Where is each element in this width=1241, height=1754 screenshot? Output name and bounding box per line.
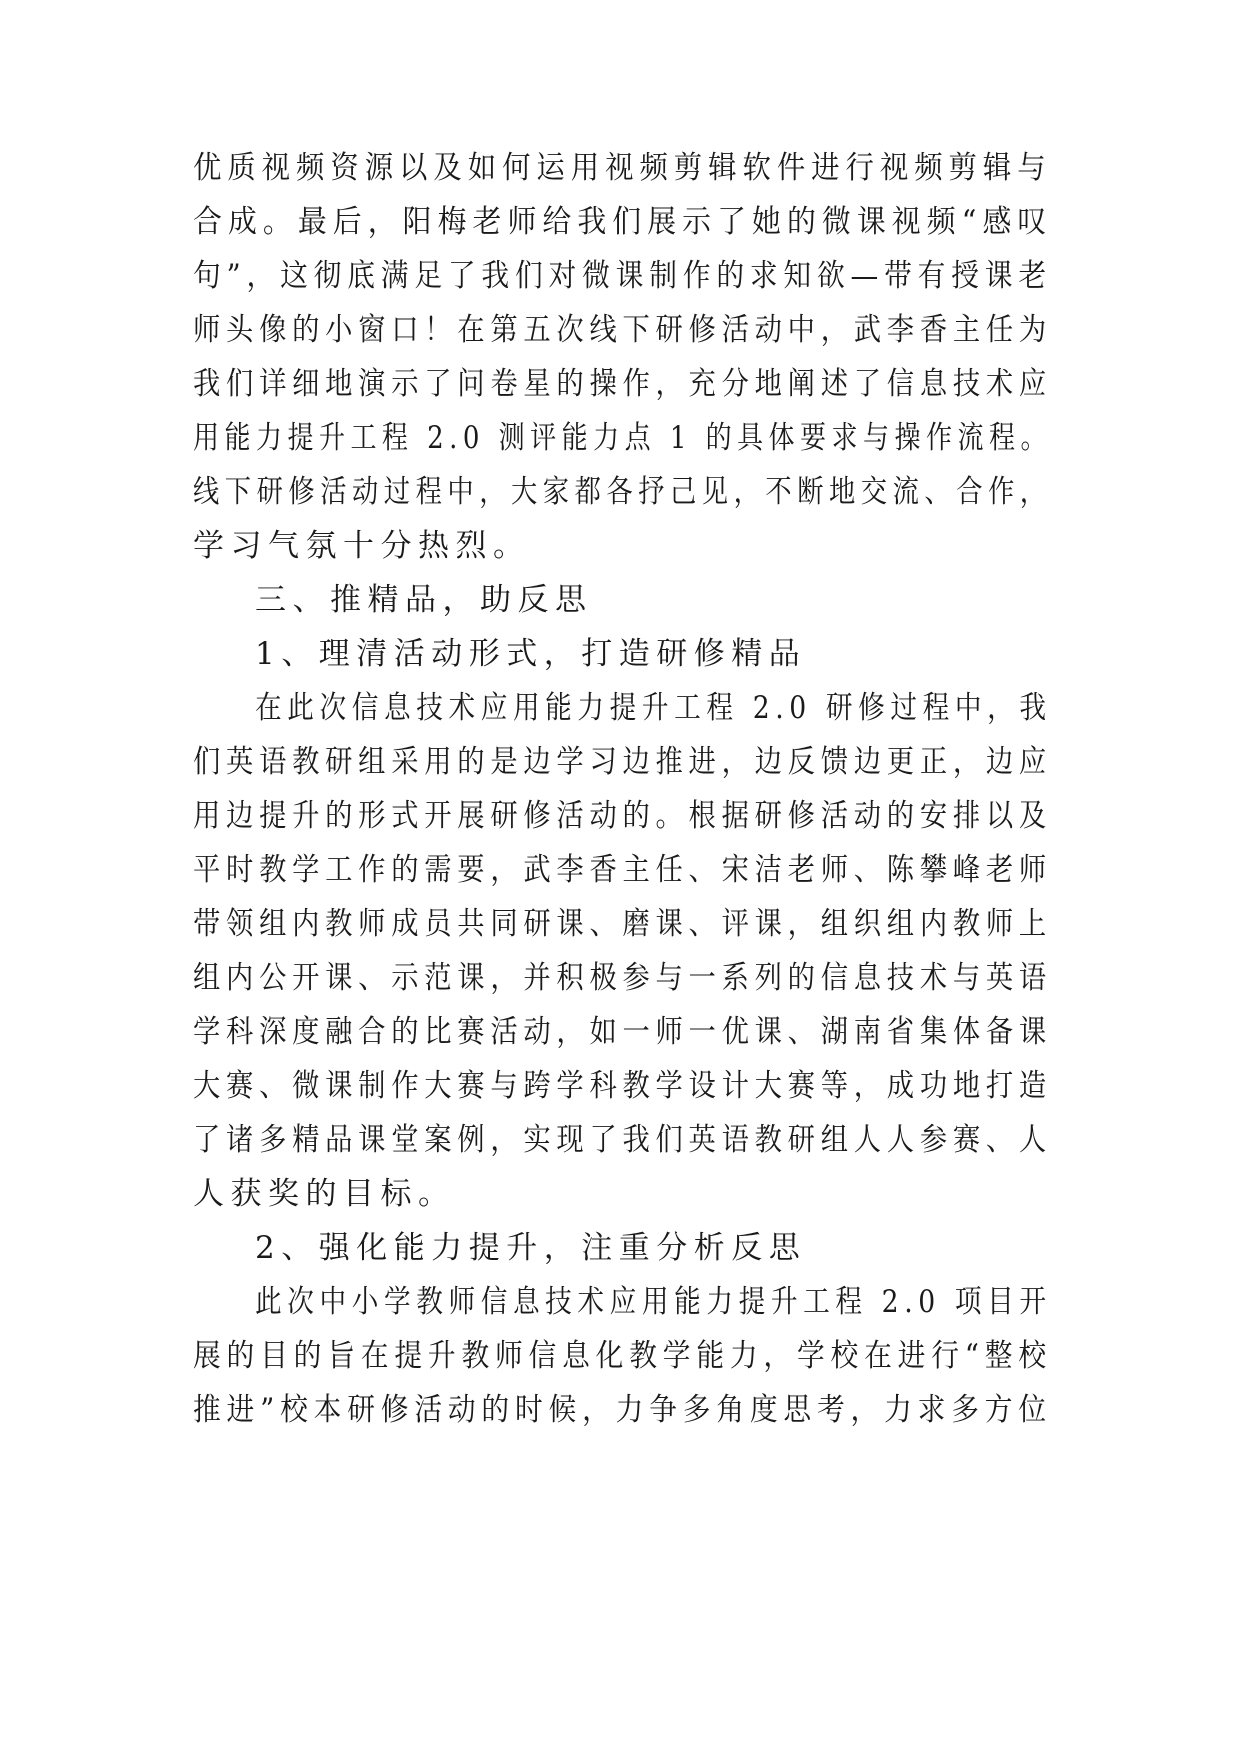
body-text-line: 用边提升的形式开展研修活动的。根据研修活动的安排以及 <box>193 798 1052 834</box>
body-text-line: 带领组内教师成员共同研课、磨课、评课，组织组内教师上 <box>193 906 1052 942</box>
body-text-line: 我们详细地演示了问卷星的操作，充分地阐述了信息技术应 <box>193 366 1052 402</box>
subsection-heading: 1、理清活动形式，打造研修精品 <box>255 636 807 672</box>
body-text-line: 组内公开课、示范课，并积极参与一系列的信息技术与英语 <box>193 960 1052 996</box>
body-text-line: 线下研修活动过程中，大家都各抒己见，不断地交流、合作， <box>193 474 1052 510</box>
section-heading: 三、推精品，助反思 <box>255 582 593 618</box>
body-text-line: 人获奖的目标。 <box>193 1176 456 1212</box>
body-text-line: 了诸多精品课堂案例，实现了我们英语教研组人人参赛、人 <box>193 1122 1052 1158</box>
body-text-line: 师头像的小窗口！在第五次线下研修活动中，武李香主任为 <box>193 312 1052 348</box>
body-text-line: 此次中小学教师信息技术应用能力提升工程 2.0 项目开 <box>255 1284 1052 1320</box>
body-text-line: 用能力提升工程 2.0 测评能力点 1 的具体要求与操作流程。 <box>193 420 1052 456</box>
body-text-line: 句”，这彻底满足了我们对微课制作的求知欲—带有授课老 <box>193 258 1052 294</box>
body-text-line: 推进”校本研修活动的时候，力争多角度思考，力求多方位 <box>193 1392 1052 1428</box>
body-text-line: 学科深度融合的比赛活动，如一师一优课、湖南省集体备课 <box>193 1014 1052 1050</box>
body-text-line: 们英语教研组采用的是边学习边推进，边反馈边更正，边应 <box>193 744 1052 780</box>
body-text-line: 展的目的旨在提升教师信息化教学能力，学校在进行“整校 <box>193 1338 1052 1374</box>
body-text-line: 在此次信息技术应用能力提升工程 2.0 研修过程中，我 <box>255 690 1052 726</box>
body-text-line: 学习气氛十分热烈。 <box>193 528 531 564</box>
body-text-line: 平时教学工作的需要，武李香主任、宋洁老师、陈攀峰老师 <box>193 852 1052 888</box>
body-text-line: 合成。最后，阳梅老师给我们展示了她的微课视频“感叹 <box>193 204 1053 240</box>
body-text-line: 大赛、微课制作大赛与跨学科教学设计大赛等，成功地打造 <box>193 1068 1052 1104</box>
subsection-heading: 2、强化能力提升，注重分析反思 <box>255 1230 807 1266</box>
body-text-line: 优质视频资源以及如何运用视频剪辑软件进行视频剪辑与 <box>193 150 1052 186</box>
